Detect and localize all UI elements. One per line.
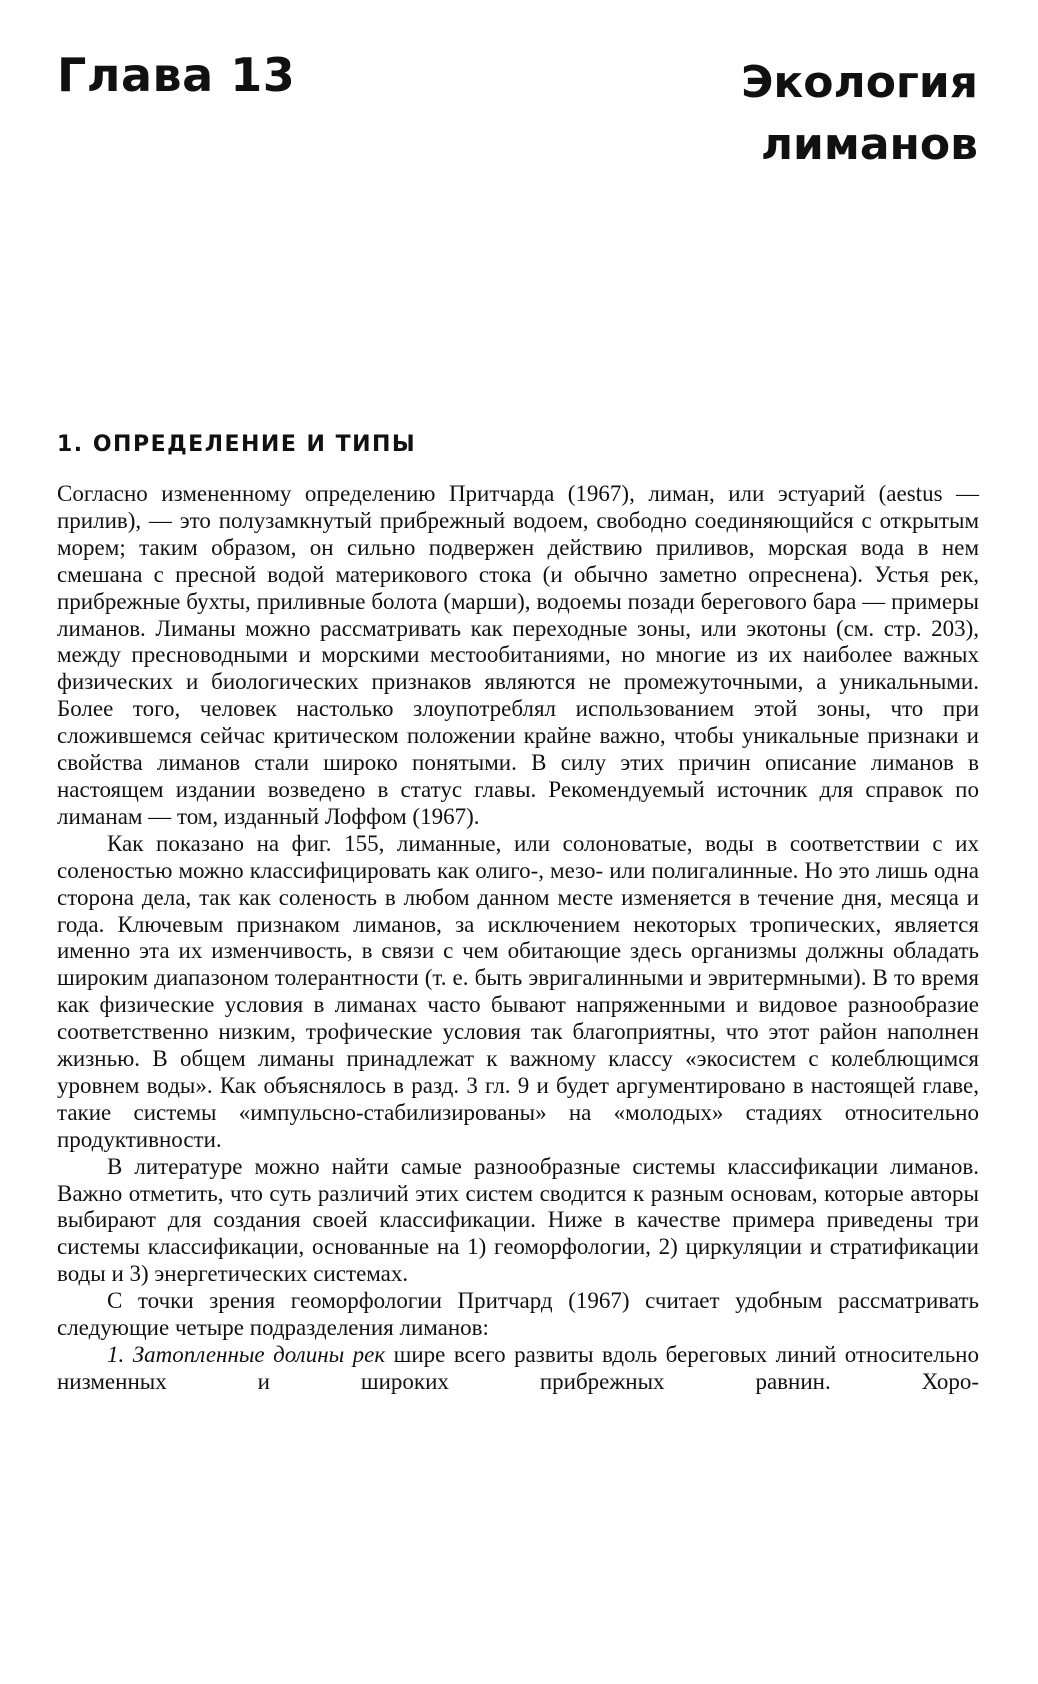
body-text	[57, 481, 979, 1396]
paragraph: Согласно измененному определению Притчарда (1967), лиман, или эстуарий (aestus — прилив), — это полузамкнутый прибрежный водоем, свободно соединяющийся с открытым морем; таким образом, он сильно подвержен действию приливов, морская вода в нем смешана с пресной водой материкового стока (и обычно заметно опреснена). Устья рек, прибрежные бухты, приливные болота (марши), водоемы позади берегового бара — примеры лиманов. Лиманы можно рассматривать как переходные зоны, или экотоны (см. стр. 203), между пресноводными и морскими местообитаниями, но многие из их наиболее важных физических и биологических признаков являются не промежуточными, а уникальными. Более того, человек настолько злоупотреблял использованием этой зоны, что при сложившемся сейчас критическом положении крайне важно, чтобы уникальные признаки и свойства лиманов стали широко понятыми. В силу этих причин описание лиманов в настоящем издании возведено в статус главы. Рекомендуемый источник для справок по лиманам — том, изданный Лоффом (1967).	[57, 481, 979, 829]
paragraph: В литературе можно найти самые разнообразные системы классификации лиманов. Важно отметить, что суть различий этих систем сводится к разным основам, которые авторы выбирают для создания своей классификации. Ниже в качестве примера приведены три системы классификации, основанные на 1) геоморфологии, 2) циркуляции и стратификации воды и 3) энергетических системах.	[57, 1153, 979, 1287]
list-item-term: 1. Затопленные долины рек	[107, 1342, 386, 1367]
section-heading: 1. ОПРЕДЕЛЕНИЕ И ТИПЫ	[57, 432, 417, 457]
chapter-title-line-2: лиманов	[760, 119, 978, 170]
chapter-title	[741, 52, 978, 176]
chapter-label: Глава 13	[57, 48, 296, 102]
list-item-text: шире всего развиты вдоль береговых линий относительно низменных и широких прибрежных равнин. Хоро-	[57, 1342, 979, 1394]
paragraph: С точки зрения геоморфологии Притчард (1967) считает удобным рассматривать следующие четыре подразделения лиманов:	[57, 1288, 979, 1341]
chapter-title-line-1: Экология	[741, 57, 978, 108]
paragraph: Как показано на фиг. 155, лиманные, или солоноватые, воды в соответствии с их соленостью можно классифицировать как олиго-, мезо- или полигалинные. Но это лишь одна сторона дела, так как соленость в любом данном месте изменяется в течение дня, месяца и года. Ключевым признаком лиманов, за исключением некоторых тропических, является именно эта их изменчивость, в связи с чем обитающие здесь организмы должны обладать широким диапазоном толерантности (т. е. быть эвригалинными и эвритермными). В то время как физические условия в лиманах часто бывают напряженными и видовое разнообразие соответственно низким, трофические условия так благоприятны, что этот район наполнен жизнью. В общем лиманы принадлежат к важному классу «экосистем с колеблющимся уровнем воды». Как объяснялось в разд. 3 гл. 9 и будет аргументировано в настоящей главе, такие системы «импульсно-стабилизированы» на «молодых» стадиях относительно продуктивности.	[57, 830, 979, 1152]
list-item	[57, 1342, 979, 1396]
